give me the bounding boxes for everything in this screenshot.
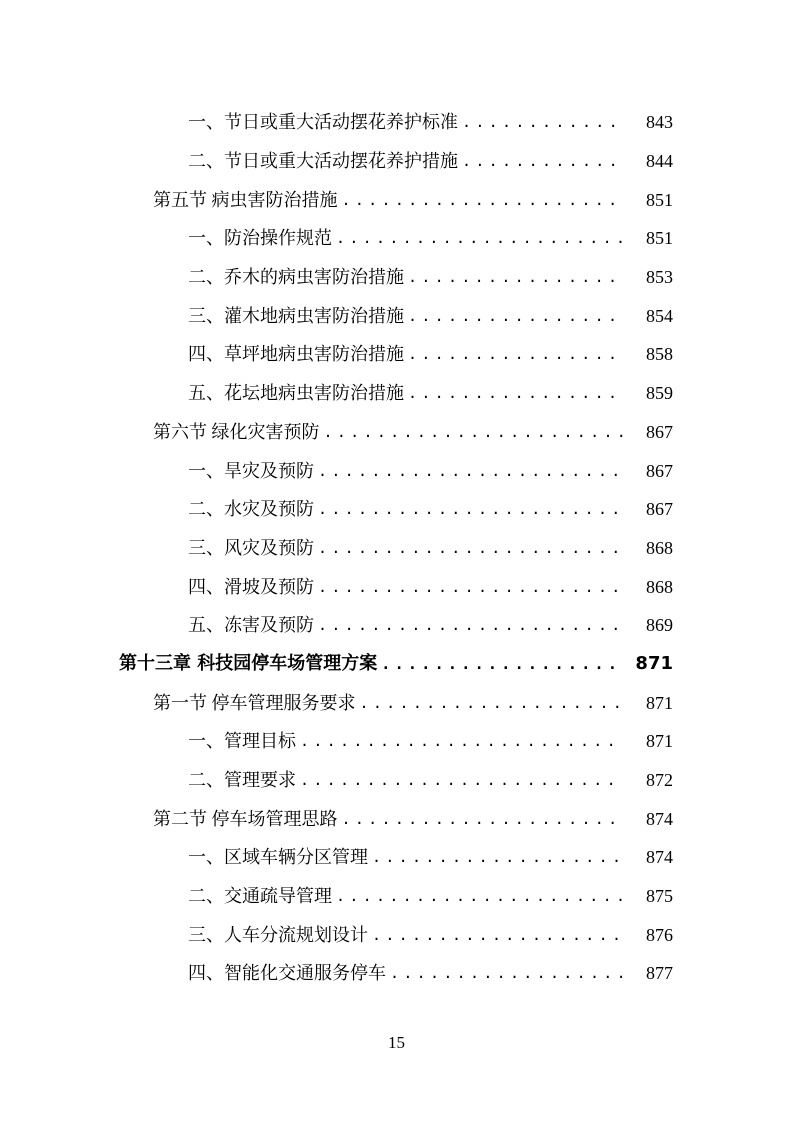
toc-entry-page: 868 (646, 537, 673, 558)
toc-entry[interactable] (0, 529, 793, 568)
toc-entry-title: 第二节 停车场管理思路 (153, 808, 338, 829)
toc-entry-page: 872 (646, 770, 673, 791)
toc-entry-page: 867 (646, 421, 673, 442)
toc-entry-title: 二、管理要求 (188, 770, 296, 791)
toc-leader-dots (360, 691, 624, 715)
toc-entry[interactable] (0, 877, 793, 916)
toc-entry[interactable] (0, 219, 793, 258)
toc-entry[interactable] (0, 606, 793, 645)
toc-chapter-entry[interactable] (0, 645, 793, 684)
toc-entry-page: 858 (646, 344, 673, 365)
toc-leader-dots (372, 845, 623, 869)
toc-entry-page: 843 (646, 112, 673, 133)
toc-entry[interactable] (0, 142, 793, 181)
toc-entry-page: 859 (646, 383, 673, 404)
toc-entry-title: 一、管理目标 (188, 731, 296, 752)
toc-section-entry[interactable] (0, 799, 793, 838)
toc-entry[interactable] (0, 296, 793, 335)
toc-entry[interactable] (0, 567, 793, 606)
toc-leader-dots (408, 381, 623, 405)
toc-entry[interactable] (0, 374, 793, 413)
toc-leader-dots (318, 497, 623, 521)
toc-entry-title: 五、花坛地病虫害防治措施 (188, 383, 404, 404)
toc-entry-page: 854 (646, 305, 673, 326)
toc-section-entry[interactable] (0, 180, 793, 219)
toc-entry[interactable] (0, 258, 793, 297)
toc-entry-title: 一、区域车辆分区管理 (188, 847, 368, 868)
toc-entry[interactable] (0, 761, 793, 800)
toc-leader-dots (342, 807, 624, 831)
toc-leader-dots (324, 420, 624, 444)
toc-entry-title: 二、交通疏导管理 (188, 886, 332, 907)
toc-entry-page: 867 (646, 460, 673, 481)
toc-entry-page: 867 (646, 499, 673, 520)
toc-entry[interactable] (0, 451, 793, 490)
toc-leader-dots (318, 613, 623, 637)
toc-leader-dots (381, 652, 623, 676)
toc-leader-dots (408, 342, 623, 366)
toc-section-entry[interactable] (0, 413, 793, 452)
toc-leader-dots (318, 459, 623, 483)
toc-entry-page: 851 (646, 189, 673, 210)
toc-leader-dots (408, 304, 623, 328)
toc-entry-page: 869 (646, 615, 673, 636)
toc-entry-title: 第五节 病虫害防治措施 (153, 189, 338, 210)
toc-leader-dots (318, 575, 623, 599)
page-number: 15 (388, 1033, 405, 1052)
toc-entry-page: 876 (646, 924, 673, 945)
toc-entry-page: 871 (646, 692, 673, 713)
toc-entry-title: 四、智能化交通服务停车 (188, 963, 386, 984)
toc-leader-dots (462, 149, 623, 173)
toc-entry-title: 三、人车分流规划设计 (188, 924, 368, 945)
toc-leader-dots (318, 536, 623, 560)
toc-entry[interactable] (0, 490, 793, 529)
toc-leader-dots (300, 729, 623, 753)
table-of-contents (0, 103, 793, 993)
toc-entry-page: 874 (646, 808, 673, 829)
toc-leader-dots (372, 923, 623, 947)
toc-entry-title: 三、风灾及预防 (188, 537, 314, 558)
toc-entry-title: 第一节 停车管理服务要求 (153, 692, 356, 713)
toc-entry-page: 853 (646, 267, 673, 288)
toc-entry[interactable] (0, 838, 793, 877)
toc-entry-title: 三、灌木地病虫害防治措施 (188, 305, 404, 326)
toc-entry-title: 四、滑坡及预防 (188, 576, 314, 597)
toc-entry[interactable] (0, 954, 793, 993)
toc-entry-page: 871 (635, 652, 673, 674)
toc-entry-title: 第六节 绿化灾害预防 (153, 421, 320, 442)
toc-entry[interactable] (0, 722, 793, 761)
toc-leader-dots (300, 768, 623, 792)
toc-leader-dots (408, 265, 623, 289)
toc-section-entry[interactable] (0, 683, 793, 722)
toc-entry-page: 844 (646, 151, 673, 172)
toc-entry-title: 二、节日或重大活动摆花养护措施 (188, 151, 458, 172)
toc-entry-page: 851 (646, 228, 673, 249)
toc-leader-dots (390, 961, 623, 985)
toc-entry-page: 871 (646, 731, 673, 752)
toc-entry[interactable] (0, 335, 793, 374)
toc-leader-dots (342, 188, 624, 212)
toc-entry-title: 一、旱灾及预防 (188, 460, 314, 481)
toc-entry-title: 二、乔木的病虫害防治措施 (188, 267, 404, 288)
toc-entry-title: 二、水灾及预防 (188, 499, 314, 520)
toc-entry-title: 五、冻害及预防 (188, 615, 314, 636)
toc-leader-dots (336, 226, 623, 250)
toc-entry-page: 874 (646, 847, 673, 868)
toc-leader-dots (336, 884, 623, 908)
toc-entry-title: 一、防治操作规范 (188, 228, 332, 249)
toc-entry-title: 第十三章 科技园停车场管理方案 (119, 652, 378, 674)
toc-entry[interactable] (0, 915, 793, 954)
toc-entry-title: 四、草坪地病虫害防治措施 (188, 344, 404, 365)
toc-entry-title: 一、节日或重大活动摆花养护标准 (188, 112, 458, 133)
toc-entry[interactable] (0, 103, 793, 142)
toc-entry-page: 877 (646, 963, 673, 984)
toc-leader-dots (462, 110, 623, 134)
toc-entry-page: 868 (646, 576, 673, 597)
toc-entry-page: 875 (646, 886, 673, 907)
